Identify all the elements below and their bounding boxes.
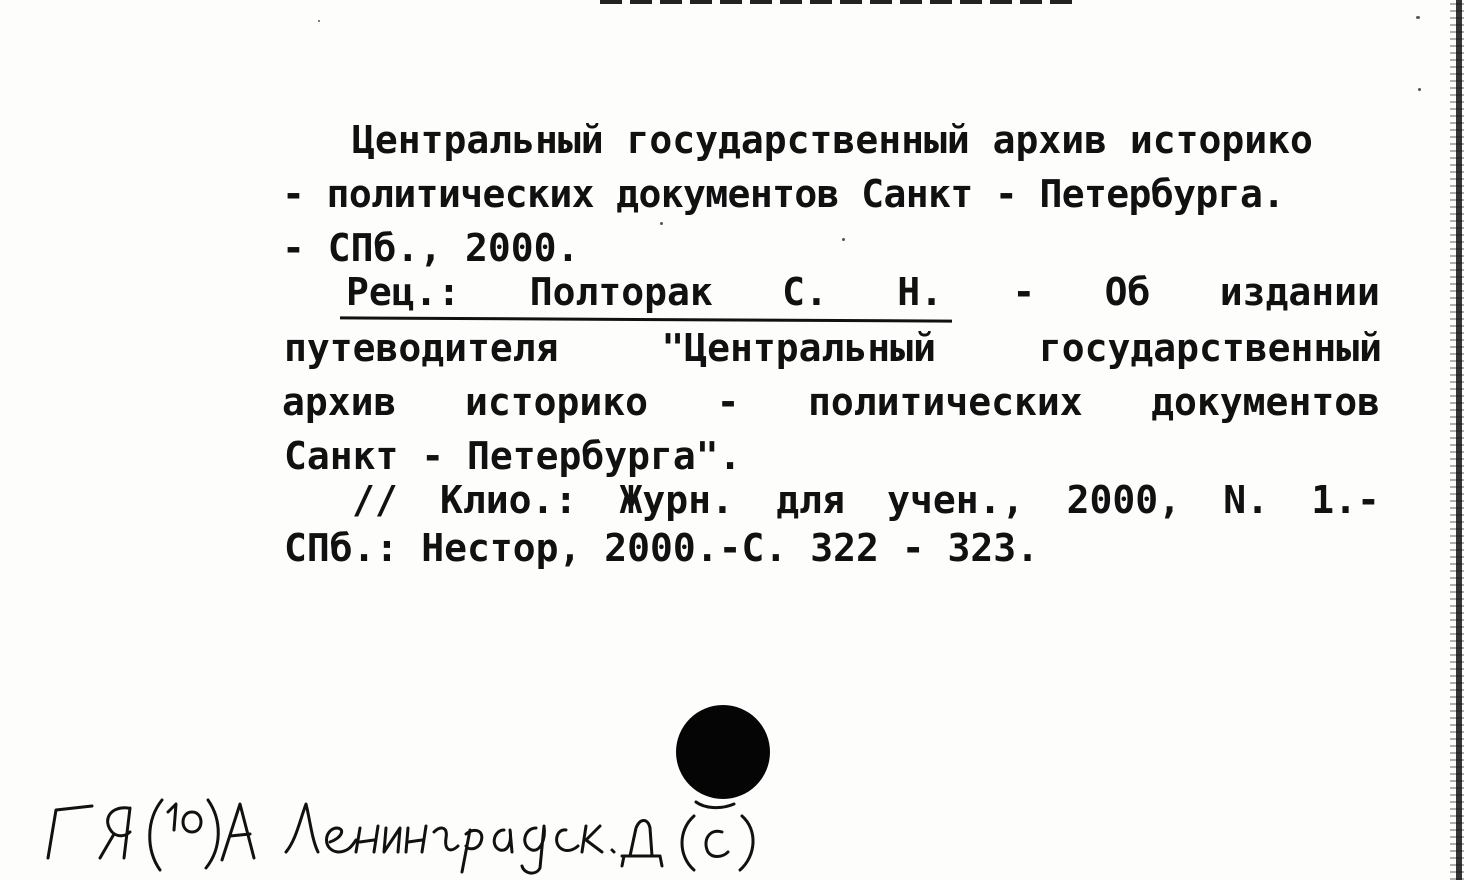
review-word: "Центральный (661, 326, 936, 370)
review-line-4: Санкт - Петербурга". (284, 434, 742, 478)
title-line-2: - политических документов Санкт - Петербурга. (282, 172, 1285, 216)
source-word: 2000, (1066, 478, 1181, 522)
review-author-surname: Полторак (529, 270, 713, 314)
source-word: 1.- (1311, 478, 1380, 522)
review-word: историко (464, 380, 648, 424)
review-author-initial-2: Н. (897, 270, 944, 314)
review-word: государственный (1038, 326, 1382, 370)
source-word: // (352, 478, 398, 522)
review-word: путеводителя (284, 326, 559, 370)
source-word: учен., (887, 478, 1025, 522)
review-word-ob: Об (1104, 270, 1151, 314)
review-label: Рец.: (346, 270, 461, 314)
review-word: архив (282, 380, 397, 424)
title-line-1: Центральный государственный архив историко (352, 118, 1313, 162)
source-word: N. (1223, 478, 1270, 522)
review-word: документов (1151, 380, 1380, 424)
review-dash: - (1012, 270, 1036, 314)
review-word: - (716, 380, 740, 424)
source-word: Журн. (619, 478, 734, 522)
source-word: Клио.: (440, 478, 578, 522)
source-line-2: СПб.: Нестор, 2000.-С. 322 - 323. (284, 526, 1039, 570)
source-word: для (776, 478, 845, 522)
title-line-3: - СПб., 2000. (282, 226, 580, 270)
review-word-izdanii: издании (1219, 270, 1380, 314)
review-author-initial-1: С. (782, 270, 828, 314)
review-word: политических (808, 380, 1083, 424)
